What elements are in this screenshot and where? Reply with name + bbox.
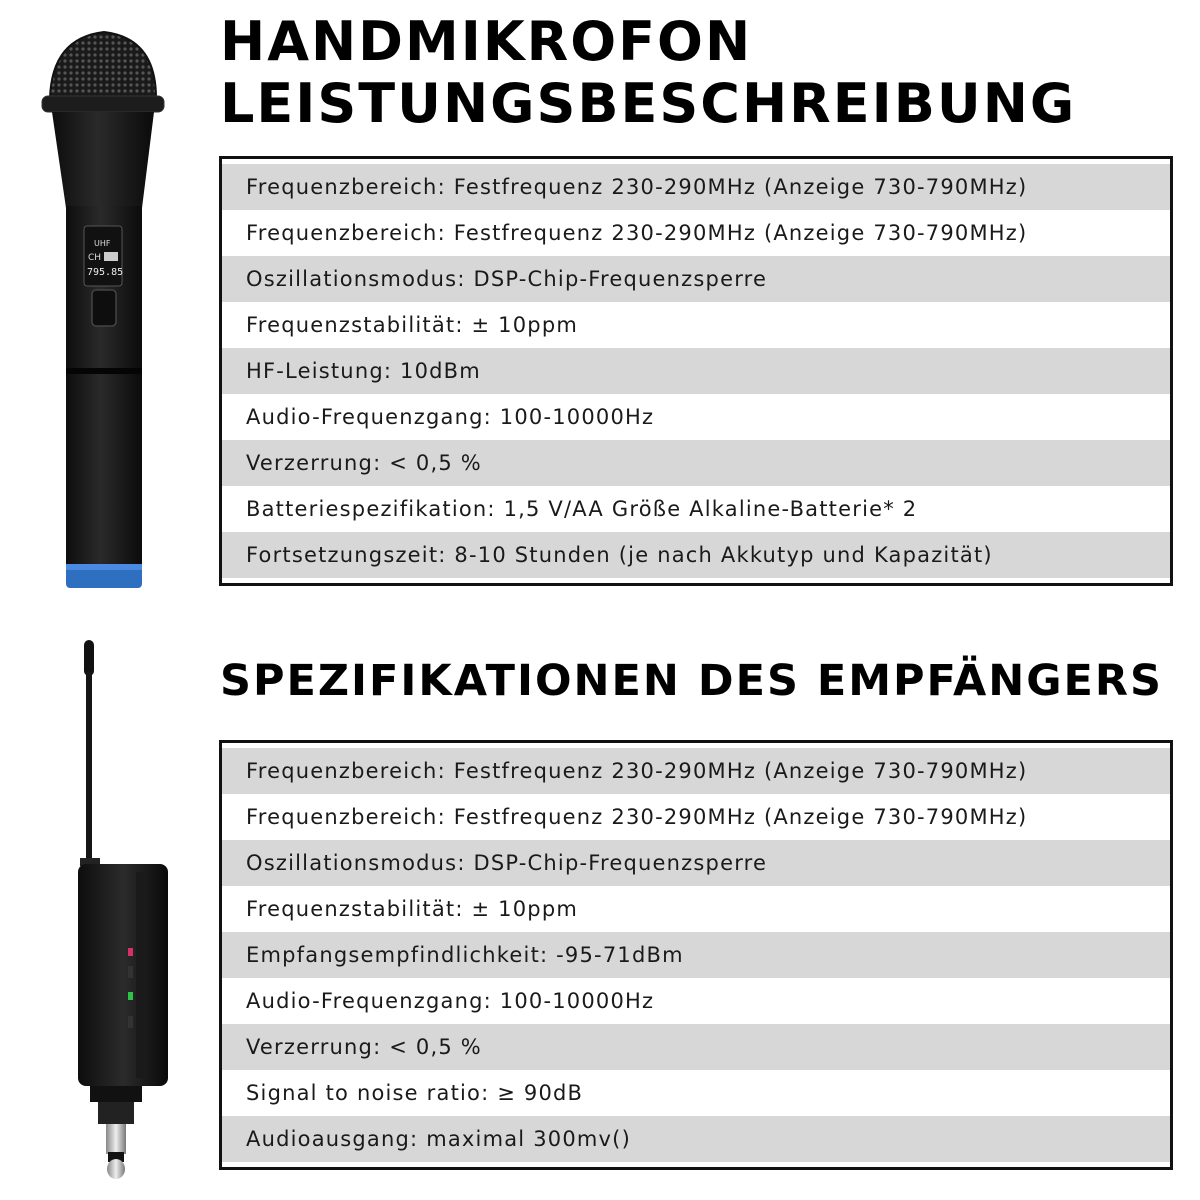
receiver-spec-row: Oszillationsmodus: DSP-Chip-Frequenzsperre <box>222 840 1170 886</box>
mic-spec-row: Frequenzbereich: Festfrequenz 230-290MHz (Anzeige 730-790MHz) <box>246 221 1028 245</box>
receiver-spec-row: Frequenzstabilität: ± 10ppm <box>246 897 579 921</box>
receiver-spec-row: Audioausgang: maximal 300mv() <box>222 1116 1170 1162</box>
mic-spec-row: Audio-Frequenzgang: 100-10000Hz <box>246 405 655 429</box>
mic-spec-row: Fortsetzungszeit: 8-10 Stunden (je nach Akkutyp und Kapazität) <box>222 532 1170 578</box>
receiver-spec-row: Frequenzbereich: Festfrequenz 230-290MHz (Anzeige 730-790MHz) <box>246 805 1028 829</box>
mic-display-band: UHF <box>94 239 111 248</box>
receiver-spec-row: Signal to noise ratio: ≥ 90dB <box>246 1081 584 1105</box>
receiver-title: SPEZIFIKATIONEN DES EMPFÄNGERS <box>220 656 1164 706</box>
mic-spec-table <box>219 156 1173 586</box>
mic-display-channel: CH <box>88 253 102 263</box>
mic-spec-row: HF-Leistung: 10dBm <box>222 348 1170 394</box>
receiver-spec-row: Audio-Frequenzgang: 100-10000Hz <box>246 989 655 1013</box>
mic-title-line2: LEISTUNGSBESCHREIBUNG <box>220 72 1077 135</box>
mic-spec-row: Frequenzbereich: Festfrequenz 230-290MHz (Anzeige 730-790MHz) <box>222 164 1170 210</box>
handheld-microphone-image <box>38 28 168 598</box>
receiver-spec-table <box>219 740 1173 1170</box>
mic-spec-row: Frequenzstabilität: ± 10ppm <box>246 313 579 337</box>
mic-display-frequency: 795.85 <box>87 267 124 278</box>
mic-title-line1: HANDMIKROFON <box>220 10 753 73</box>
mic-spec-row: Oszillationsmodus: DSP-Chip-Frequenzsperre <box>222 256 1170 302</box>
power-switch-icon <box>92 290 116 326</box>
mic-spec-row: Verzerrung: < 0,5 % <box>222 440 1170 486</box>
receiver-spec-row: Verzerrung: < 0,5 % <box>222 1024 1170 1070</box>
receiver-spec-row: Empfangsempfindlichkeit: -95-71dBm <box>222 932 1170 978</box>
mic-spec-row: Batteriespezifikation: 1,5 V/AA Größe Alkaline-Batterie* 2 <box>246 497 918 521</box>
receiver-spec-row: Frequenzbereich: Festfrequenz 230-290MHz (Anzeige 730-790MHz) <box>222 748 1170 794</box>
receiver-image <box>70 636 180 1181</box>
